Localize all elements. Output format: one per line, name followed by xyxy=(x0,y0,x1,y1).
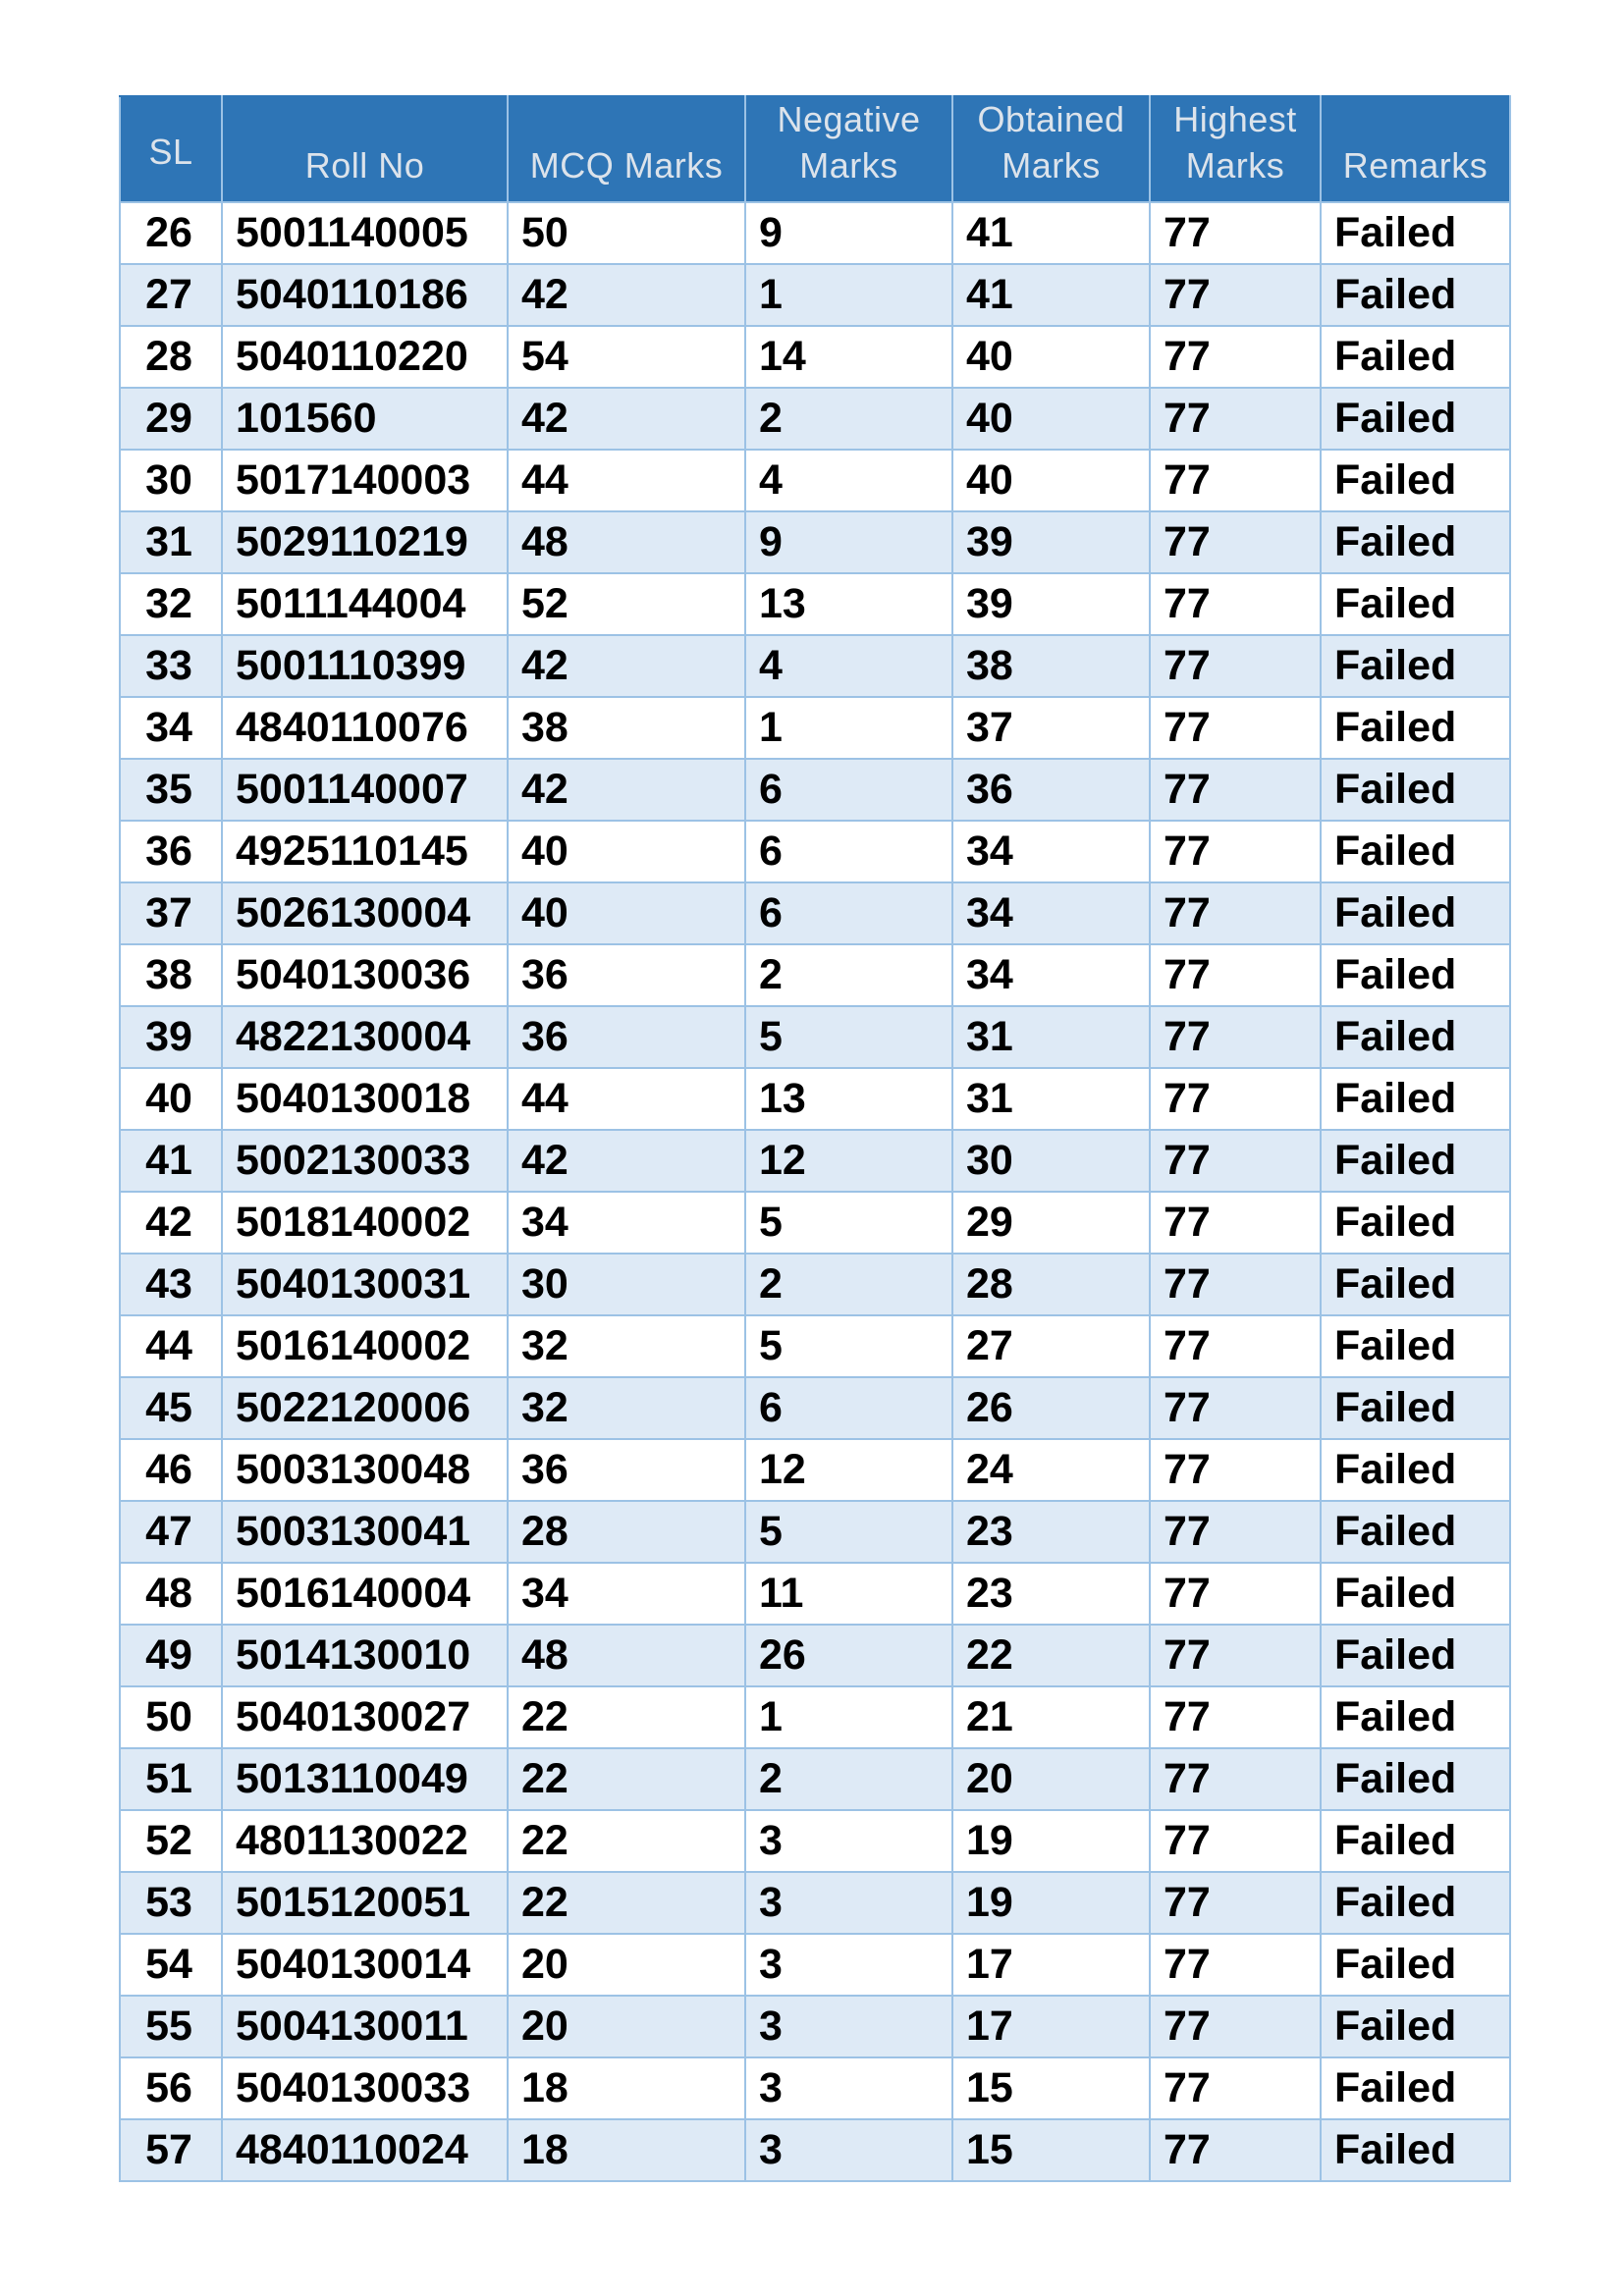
cell-sl: 43 xyxy=(120,1254,222,1315)
cell-remarks: Failed xyxy=(1321,1810,1510,1872)
cell-obtained: 34 xyxy=(952,944,1150,1006)
cell-obtained: 22 xyxy=(952,1625,1150,1686)
cell-sl: 26 xyxy=(120,202,222,264)
cell-negative: 13 xyxy=(745,573,952,635)
cell-highest: 77 xyxy=(1150,821,1321,882)
cell-remarks: Failed xyxy=(1321,450,1510,511)
cell-sl: 55 xyxy=(120,1996,222,2057)
table-row xyxy=(120,1130,1510,1192)
table-row xyxy=(120,1563,1510,1625)
cell-obtained: 39 xyxy=(952,573,1150,635)
cell-negative: 2 xyxy=(745,1254,952,1315)
cell-negative: 9 xyxy=(745,511,952,573)
table-row xyxy=(120,1748,1510,1810)
cell-mcq: 20 xyxy=(508,1996,745,2057)
cell-obtained: 27 xyxy=(952,1315,1150,1377)
cell-obtained: 15 xyxy=(952,2057,1150,2119)
cell-highest: 77 xyxy=(1150,1439,1321,1501)
column-header-sl: SL xyxy=(120,96,222,202)
cell-remarks: Failed xyxy=(1321,202,1510,264)
cell-roll: 5026130004 xyxy=(222,882,508,944)
cell-highest: 77 xyxy=(1150,388,1321,450)
cell-negative: 9 xyxy=(745,202,952,264)
cell-sl: 52 xyxy=(120,1810,222,1872)
cell-mcq: 48 xyxy=(508,511,745,573)
cell-negative: 4 xyxy=(745,450,952,511)
cell-sl: 38 xyxy=(120,944,222,1006)
cell-negative: 14 xyxy=(745,326,952,388)
cell-obtained: 17 xyxy=(952,1934,1150,1996)
table-row xyxy=(120,1501,1510,1563)
cell-remarks: Failed xyxy=(1321,821,1510,882)
cell-mcq: 28 xyxy=(508,1501,745,1563)
table-row xyxy=(120,264,1510,326)
cell-negative: 6 xyxy=(745,882,952,944)
table-row xyxy=(120,1315,1510,1377)
cell-negative: 4 xyxy=(745,635,952,697)
cell-mcq: 20 xyxy=(508,1934,745,1996)
table-row xyxy=(120,1996,1510,2057)
cell-remarks: Failed xyxy=(1321,1996,1510,2057)
cell-negative: 6 xyxy=(745,821,952,882)
cell-mcq: 22 xyxy=(508,1810,745,1872)
cell-sl: 33 xyxy=(120,635,222,697)
cell-sl: 44 xyxy=(120,1315,222,1377)
cell-mcq: 34 xyxy=(508,1563,745,1625)
cell-obtained: 15 xyxy=(952,2119,1150,2181)
cell-highest: 77 xyxy=(1150,635,1321,697)
table-row xyxy=(120,326,1510,388)
cell-remarks: Failed xyxy=(1321,1192,1510,1254)
cell-mcq: 32 xyxy=(508,1315,745,1377)
cell-obtained: 17 xyxy=(952,1996,1150,2057)
column-header-highest: Highest Marks xyxy=(1150,96,1321,202)
cell-remarks: Failed xyxy=(1321,1130,1510,1192)
cell-mcq: 40 xyxy=(508,882,745,944)
cell-mcq: 36 xyxy=(508,944,745,1006)
table-row xyxy=(120,450,1510,511)
cell-remarks: Failed xyxy=(1321,1315,1510,1377)
cell-obtained: 40 xyxy=(952,450,1150,511)
cell-roll: 5029110219 xyxy=(222,511,508,573)
cell-remarks: Failed xyxy=(1321,1377,1510,1439)
cell-sl: 49 xyxy=(120,1625,222,1686)
cell-roll: 4925110145 xyxy=(222,821,508,882)
table-row xyxy=(120,1872,1510,1934)
cell-highest: 77 xyxy=(1150,1377,1321,1439)
cell-sl: 35 xyxy=(120,759,222,821)
cell-roll: 4822130004 xyxy=(222,1006,508,1068)
cell-remarks: Failed xyxy=(1321,573,1510,635)
cell-obtained: 19 xyxy=(952,1810,1150,1872)
cell-roll: 4840110076 xyxy=(222,697,508,759)
cell-remarks: Failed xyxy=(1321,511,1510,573)
cell-remarks: Failed xyxy=(1321,326,1510,388)
cell-remarks: Failed xyxy=(1321,944,1510,1006)
cell-mcq: 38 xyxy=(508,697,745,759)
cell-highest: 77 xyxy=(1150,1872,1321,1934)
cell-highest: 77 xyxy=(1150,882,1321,944)
table-row xyxy=(120,388,1510,450)
table-row xyxy=(120,944,1510,1006)
cell-sl: 31 xyxy=(120,511,222,573)
cell-obtained: 23 xyxy=(952,1563,1150,1625)
cell-negative: 5 xyxy=(745,1501,952,1563)
cell-sl: 30 xyxy=(120,450,222,511)
cell-mcq: 42 xyxy=(508,759,745,821)
cell-negative: 12 xyxy=(745,1439,952,1501)
cell-roll: 5017140003 xyxy=(222,450,508,511)
cell-roll: 5022120006 xyxy=(222,1377,508,1439)
cell-highest: 77 xyxy=(1150,2119,1321,2181)
cell-negative: 5 xyxy=(745,1006,952,1068)
cell-obtained: 28 xyxy=(952,1254,1150,1315)
cell-remarks: Failed xyxy=(1321,264,1510,326)
cell-highest: 77 xyxy=(1150,1934,1321,1996)
table-row xyxy=(120,882,1510,944)
column-header-obtained: Obtained Marks xyxy=(952,96,1150,202)
cell-obtained: 30 xyxy=(952,1130,1150,1192)
cell-sl: 37 xyxy=(120,882,222,944)
cell-highest: 77 xyxy=(1150,573,1321,635)
cell-sl: 50 xyxy=(120,1686,222,1748)
cell-roll: 4801130022 xyxy=(222,1810,508,1872)
cell-obtained: 21 xyxy=(952,1686,1150,1748)
cell-remarks: Failed xyxy=(1321,2057,1510,2119)
cell-negative: 11 xyxy=(745,1563,952,1625)
table-row xyxy=(120,1006,1510,1068)
cell-roll: 5040130031 xyxy=(222,1254,508,1315)
table-row xyxy=(120,1810,1510,1872)
cell-highest: 77 xyxy=(1150,202,1321,264)
cell-remarks: Failed xyxy=(1321,388,1510,450)
cell-negative: 6 xyxy=(745,759,952,821)
cell-roll: 5040130014 xyxy=(222,1934,508,1996)
cell-negative: 3 xyxy=(745,2057,952,2119)
cell-roll: 5016140004 xyxy=(222,1563,508,1625)
cell-highest: 77 xyxy=(1150,1501,1321,1563)
cell-negative: 2 xyxy=(745,388,952,450)
cell-obtained: 23 xyxy=(952,1501,1150,1563)
cell-obtained: 29 xyxy=(952,1192,1150,1254)
table-row xyxy=(120,635,1510,697)
cell-sl: 42 xyxy=(120,1192,222,1254)
cell-roll: 5001140005 xyxy=(222,202,508,264)
cell-mcq: 30 xyxy=(508,1254,745,1315)
table-row xyxy=(120,759,1510,821)
cell-highest: 77 xyxy=(1150,450,1321,511)
cell-sl: 39 xyxy=(120,1006,222,1068)
cell-highest: 77 xyxy=(1150,2057,1321,2119)
cell-remarks: Failed xyxy=(1321,635,1510,697)
cell-mcq: 18 xyxy=(508,2057,745,2119)
cell-remarks: Failed xyxy=(1321,2119,1510,2181)
table-row xyxy=(120,1625,1510,1686)
cell-sl: 45 xyxy=(120,1377,222,1439)
cell-mcq: 34 xyxy=(508,1192,745,1254)
cell-negative: 26 xyxy=(745,1625,952,1686)
cell-highest: 77 xyxy=(1150,759,1321,821)
cell-remarks: Failed xyxy=(1321,882,1510,944)
cell-obtained: 24 xyxy=(952,1439,1150,1501)
table-row xyxy=(120,1934,1510,1996)
cell-sl: 40 xyxy=(120,1068,222,1130)
cell-obtained: 26 xyxy=(952,1377,1150,1439)
cell-mcq: 18 xyxy=(508,2119,745,2181)
cell-mcq: 22 xyxy=(508,1872,745,1934)
cell-mcq: 22 xyxy=(508,1748,745,1810)
cell-negative: 1 xyxy=(745,697,952,759)
cell-roll: 5040130018 xyxy=(222,1068,508,1130)
column-header-negative: Negative Marks xyxy=(745,96,952,202)
table-row xyxy=(120,2057,1510,2119)
cell-negative: 5 xyxy=(745,1315,952,1377)
cell-mcq: 42 xyxy=(508,1130,745,1192)
cell-mcq: 50 xyxy=(508,202,745,264)
cell-roll: 5040130036 xyxy=(222,944,508,1006)
table-row xyxy=(120,202,1510,264)
cell-remarks: Failed xyxy=(1321,1686,1510,1748)
cell-highest: 77 xyxy=(1150,1006,1321,1068)
cell-highest: 77 xyxy=(1150,697,1321,759)
cell-highest: 77 xyxy=(1150,264,1321,326)
table-row xyxy=(120,821,1510,882)
cell-highest: 77 xyxy=(1150,1748,1321,1810)
cell-obtained: 40 xyxy=(952,388,1150,450)
cell-negative: 3 xyxy=(745,1934,952,1996)
cell-sl: 48 xyxy=(120,1563,222,1625)
cell-mcq: 52 xyxy=(508,573,745,635)
cell-remarks: Failed xyxy=(1321,1748,1510,1810)
cell-roll: 5003130041 xyxy=(222,1501,508,1563)
cell-mcq: 42 xyxy=(508,264,745,326)
cell-highest: 77 xyxy=(1150,944,1321,1006)
cell-mcq: 36 xyxy=(508,1006,745,1068)
cell-remarks: Failed xyxy=(1321,1254,1510,1315)
cell-sl: 34 xyxy=(120,697,222,759)
cell-highest: 77 xyxy=(1150,1996,1321,2057)
table-row xyxy=(120,573,1510,635)
cell-mcq: 32 xyxy=(508,1377,745,1439)
cell-remarks: Failed xyxy=(1321,1068,1510,1130)
cell-roll: 5002130033 xyxy=(222,1130,508,1192)
cell-obtained: 38 xyxy=(952,635,1150,697)
cell-sl: 57 xyxy=(120,2119,222,2181)
cell-obtained: 37 xyxy=(952,697,1150,759)
cell-negative: 2 xyxy=(745,944,952,1006)
column-header-remarks: Remarks xyxy=(1321,96,1510,202)
result-sheet xyxy=(119,95,1509,2182)
cell-highest: 77 xyxy=(1150,326,1321,388)
cell-highest: 77 xyxy=(1150,511,1321,573)
cell-remarks: Failed xyxy=(1321,1006,1510,1068)
cell-obtained: 20 xyxy=(952,1748,1150,1810)
table-row xyxy=(120,1068,1510,1130)
cell-roll: 5003130048 xyxy=(222,1439,508,1501)
cell-obtained: 34 xyxy=(952,821,1150,882)
cell-roll: 5014130010 xyxy=(222,1625,508,1686)
cell-roll: 5011144004 xyxy=(222,573,508,635)
cell-roll: 101560 xyxy=(222,388,508,450)
cell-roll: 5001140007 xyxy=(222,759,508,821)
cell-remarks: Failed xyxy=(1321,1501,1510,1563)
cell-roll: 5016140002 xyxy=(222,1315,508,1377)
table-row xyxy=(120,1192,1510,1254)
cell-negative: 3 xyxy=(745,2119,952,2181)
cell-negative: 2 xyxy=(745,1748,952,1810)
table-row xyxy=(120,697,1510,759)
cell-roll: 5040130033 xyxy=(222,2057,508,2119)
cell-remarks: Failed xyxy=(1321,1439,1510,1501)
table-row xyxy=(120,1439,1510,1501)
cell-mcq: 22 xyxy=(508,1686,745,1748)
cell-roll: 5040130027 xyxy=(222,1686,508,1748)
column-header-mcq: MCQ Marks xyxy=(508,96,745,202)
cell-highest: 77 xyxy=(1150,1254,1321,1315)
table-row xyxy=(120,1686,1510,1748)
cell-negative: 3 xyxy=(745,1810,952,1872)
cell-roll: 5015120051 xyxy=(222,1872,508,1934)
cell-mcq: 54 xyxy=(508,326,745,388)
cell-highest: 77 xyxy=(1150,1315,1321,1377)
cell-sl: 51 xyxy=(120,1748,222,1810)
cell-roll: 5040110186 xyxy=(222,264,508,326)
cell-sl: 36 xyxy=(120,821,222,882)
cell-roll: 5013110049 xyxy=(222,1748,508,1810)
cell-obtained: 36 xyxy=(952,759,1150,821)
cell-sl: 56 xyxy=(120,2057,222,2119)
cell-negative: 3 xyxy=(745,1996,952,2057)
cell-roll: 5040110220 xyxy=(222,326,508,388)
cell-highest: 77 xyxy=(1150,1192,1321,1254)
cell-obtained: 39 xyxy=(952,511,1150,573)
cell-mcq: 42 xyxy=(508,388,745,450)
cell-highest: 77 xyxy=(1150,1068,1321,1130)
cell-negative: 1 xyxy=(745,1686,952,1748)
cell-roll: 5001110399 xyxy=(222,635,508,697)
cell-roll: 4840110024 xyxy=(222,2119,508,2181)
cell-obtained: 31 xyxy=(952,1068,1150,1130)
cell-remarks: Failed xyxy=(1321,1934,1510,1996)
cell-sl: 47 xyxy=(120,1501,222,1563)
cell-sl: 29 xyxy=(120,388,222,450)
cell-highest: 77 xyxy=(1150,1130,1321,1192)
cell-mcq: 48 xyxy=(508,1625,745,1686)
cell-sl: 27 xyxy=(120,264,222,326)
cell-highest: 77 xyxy=(1150,1625,1321,1686)
cell-mcq: 40 xyxy=(508,821,745,882)
cell-mcq: 44 xyxy=(508,1068,745,1130)
cell-sl: 46 xyxy=(120,1439,222,1501)
cell-mcq: 44 xyxy=(508,450,745,511)
cell-negative: 6 xyxy=(745,1377,952,1439)
cell-highest: 77 xyxy=(1150,1563,1321,1625)
cell-sl: 41 xyxy=(120,1130,222,1192)
cell-negative: 12 xyxy=(745,1130,952,1192)
cell-highest: 77 xyxy=(1150,1686,1321,1748)
cell-remarks: Failed xyxy=(1321,1872,1510,1934)
cell-remarks: Failed xyxy=(1321,697,1510,759)
cell-remarks: Failed xyxy=(1321,759,1510,821)
cell-obtained: 31 xyxy=(952,1006,1150,1068)
cell-negative: 1 xyxy=(745,264,952,326)
cell-obtained: 40 xyxy=(952,326,1150,388)
table-row xyxy=(120,511,1510,573)
cell-negative: 5 xyxy=(745,1192,952,1254)
cell-remarks: Failed xyxy=(1321,1625,1510,1686)
column-header-roll: Roll No xyxy=(222,96,508,202)
cell-sl: 28 xyxy=(120,326,222,388)
cell-roll: 5004130011 xyxy=(222,1996,508,2057)
cell-obtained: 41 xyxy=(952,264,1150,326)
table-row xyxy=(120,1254,1510,1315)
cell-highest: 77 xyxy=(1150,1810,1321,1872)
cell-sl: 53 xyxy=(120,1872,222,1934)
table-row xyxy=(120,1377,1510,1439)
results-table xyxy=(119,95,1511,2182)
cell-sl: 32 xyxy=(120,573,222,635)
table-body xyxy=(120,202,1510,2181)
table-header-row xyxy=(120,96,1510,202)
cell-negative: 3 xyxy=(745,1872,952,1934)
table-row xyxy=(120,2119,1510,2181)
cell-obtained: 34 xyxy=(952,882,1150,944)
cell-sl: 54 xyxy=(120,1934,222,1996)
cell-remarks: Failed xyxy=(1321,1563,1510,1625)
cell-negative: 13 xyxy=(745,1068,952,1130)
cell-obtained: 41 xyxy=(952,202,1150,264)
cell-mcq: 42 xyxy=(508,635,745,697)
cell-roll: 5018140002 xyxy=(222,1192,508,1254)
cell-obtained: 19 xyxy=(952,1872,1150,1934)
cell-mcq: 36 xyxy=(508,1439,745,1501)
